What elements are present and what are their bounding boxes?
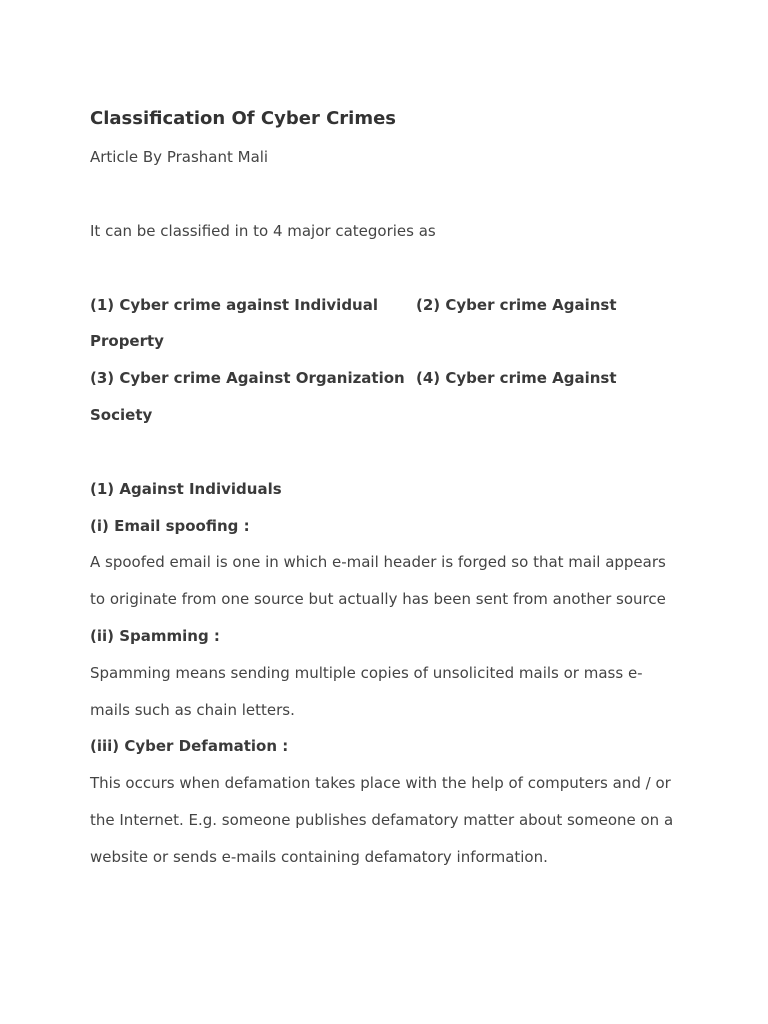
category-2: (2) Cyber crime Against — [416, 296, 617, 314]
document-title: Classification Of Cyber Crimes — [90, 108, 397, 129]
paragraph-line: mails such as chain letters. — [90, 701, 295, 719]
category-2-continued: Property — [90, 332, 164, 350]
category-3: (3) Cyber crime Against Organization — [90, 369, 405, 387]
byline: Article By Prashant Mali — [90, 148, 269, 166]
paragraph-line: Spamming means sending multiple copies of unsolicited mails or mass e- — [90, 664, 643, 682]
category-1: (1) Cyber crime against Individual — [90, 296, 379, 314]
paragraph-line: A spoofed email is one in which e-mail header is forged so that mail appears — [90, 553, 666, 571]
paragraph-line: This occurs when defamation takes place with the help of computers and / or — [90, 774, 671, 792]
intro-text: It can be classified in to 4 major categories as — [90, 222, 436, 240]
paragraph-line: to originate from one source but actually has been sent from another source — [90, 590, 666, 608]
subsection-heading-email-spoofing: (i) Email spoofing : — [90, 517, 250, 535]
category-4-continued: Society — [90, 406, 153, 424]
section-heading: (1) Against Individuals — [90, 480, 282, 498]
paragraph-line: website or sends e-mails containing defamatory information. — [90, 848, 548, 866]
category-4: (4) Cyber crime Against — [416, 369, 617, 387]
paragraph-line: the Internet. E.g. someone publishes defamatory matter about someone on a — [90, 811, 674, 829]
subsection-heading-cyber-defamation: (iii) Cyber Defamation : — [90, 737, 289, 755]
subsection-heading-spamming: (ii) Spamming : — [90, 627, 220, 645]
